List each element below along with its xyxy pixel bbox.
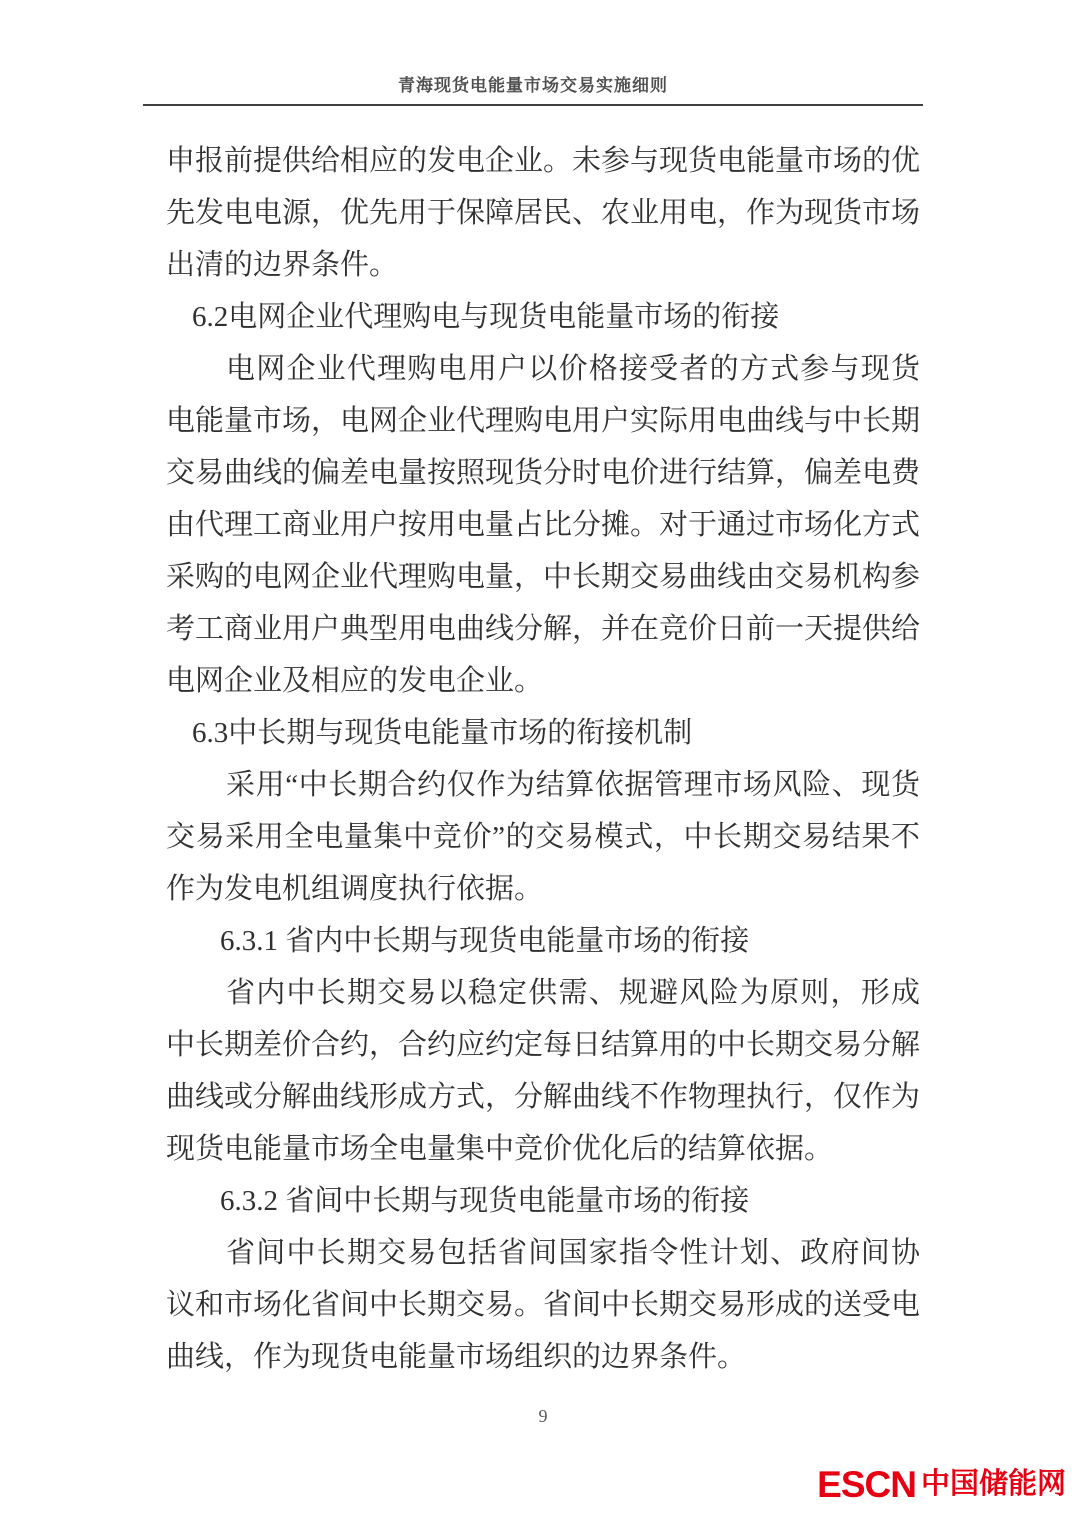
header-divider-line xyxy=(143,104,923,106)
body-paragraph: 省间中长期交易包括省间国家指令性计划、政府间协议和市场化省间中长期交易。省间中长期交易形成的送受电曲线，作为现货电能量市场组织的边界条件。 xyxy=(166,1237,921,1373)
section-heading: 6.3中长期与现货电能量市场的衔接机制 xyxy=(192,717,693,749)
body-paragraph: 省内中长期交易以稳定供需、规避风险为原则，形成中长期差价合约，合约应约定每日结算用的中长期交易分解曲线或分解曲线形成方式，分解曲线不作物理执行，仅作为现货电能量市场全电量集中竞价优化后的结算依据。 xyxy=(166,977,921,1165)
body-paragraph: 采用“中长期合约仅作为结算依据管理市场风险、现货交易采用全电量集中竞价”的交易模式，中长期交易结果不作为发电机组调度执行依据。 xyxy=(166,769,920,905)
body-paragraph: 申报前提供给相应的发电企业。未参与现货电能量市场的优先发电电源，优先用于保障居民、农业用电，作为现货市场出清的边界条件。 xyxy=(166,145,921,281)
document-body xyxy=(166,135,920,1383)
body-paragraph: 电网企业代理购电用户以价格接受者的方式参与现货电能量市场，电网企业代理购电用户实际用电曲线与中长期交易曲线的偏差电量按照现货分时电价进行结算，偏差电费由代理工商业用户按用电量占比分摊。对于通过市场化方式采购的电网企业代理购电量，中长期交易曲线由交易机构参考工商业用户典型用电曲线分解，并在竞价日前一天提供给电网企业及相应的发电企业。 xyxy=(166,353,921,697)
section-heading: 6.2电网企业代理购电与现货电能量市场的衔接 xyxy=(192,301,780,333)
page-number: 9 xyxy=(538,1406,548,1426)
logo-chinese-text: 中国储能网 xyxy=(920,1468,1066,1500)
escn-watermark-logo xyxy=(817,1466,1066,1503)
document-header-title: 青海现货电能量市场交易实施细则 xyxy=(398,76,668,95)
section-heading: 6.3.2 省间中长期与现货电能量市场的衔接 xyxy=(220,1185,750,1217)
logo-latin-text: ESCN xyxy=(817,1464,916,1505)
section-heading: 6.3.1 省内中长期与现货电能量市场的衔接 xyxy=(220,925,750,957)
